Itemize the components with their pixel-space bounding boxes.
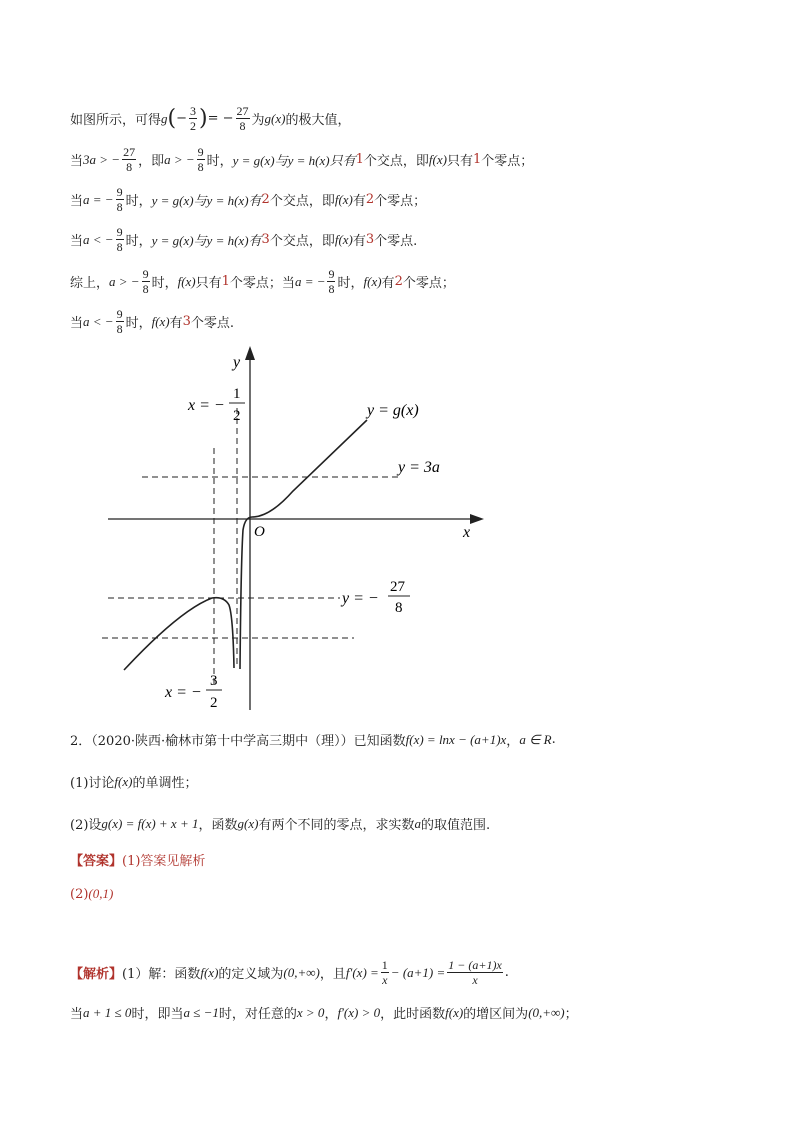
text: 个零点.: [190, 316, 235, 331]
origin-label: O: [254, 524, 265, 540]
fraction: [122, 145, 136, 174]
text: 时，: [125, 194, 152, 209]
fraction: [327, 267, 335, 296]
solution-line-4: [70, 225, 417, 254]
frac-den: 8: [328, 282, 335, 296]
math-fx: f(x): [334, 231, 353, 247]
math: − (a+1) =: [390, 964, 446, 980]
math: a ≤ −1: [183, 1004, 219, 1020]
text: 有: [352, 194, 366, 209]
line-27-den: 8: [395, 600, 403, 616]
fraction: [236, 104, 250, 133]
fraction: [197, 145, 205, 174]
math-eq: = −: [207, 111, 234, 126]
text: ，即: [138, 154, 165, 169]
vert-32-den: 2: [210, 695, 218, 711]
text: 的取值范围.: [420, 818, 491, 833]
math: f′(x) > 0: [337, 1004, 381, 1020]
math: a = −: [294, 273, 326, 289]
analysis-tag: 【解析】: [70, 967, 123, 982]
text: 的单调性；: [132, 776, 198, 791]
text: (1）解：函数: [122, 967, 201, 982]
frac-num: 9: [142, 267, 149, 281]
text: ；: [564, 1007, 578, 1022]
text: 如图所示，可得: [70, 113, 162, 128]
y-axis-arrow: [245, 346, 255, 360]
math: a = −: [83, 191, 114, 207]
text: 个零点.: [374, 234, 418, 249]
math-neg: −: [176, 111, 188, 126]
answer-line-1: [70, 850, 205, 869]
text: 时，: [337, 276, 364, 291]
frac-den: 2: [190, 119, 197, 133]
text: (2)设: [70, 818, 102, 833]
y-axis-label: y: [233, 354, 241, 371]
math-fx: f(x): [445, 1004, 464, 1020]
frac-den: 8: [116, 322, 123, 336]
text: 综上，: [70, 276, 110, 291]
text: 有两个不同的零点，求实数: [258, 818, 415, 833]
math: a + 1 ≤ 0: [83, 1004, 132, 1020]
frac-num: 27: [236, 104, 249, 118]
text: 当: [70, 234, 84, 249]
vert-32-label-prefix: x = −: [165, 684, 202, 701]
analysis-line-1: [70, 958, 509, 987]
frac-num: 3: [190, 104, 197, 118]
text: 有: [381, 276, 395, 291]
frac-den: x: [382, 973, 388, 987]
math-fx: f(x): [200, 964, 219, 980]
fraction: [381, 958, 389, 987]
math: y = g(x)与y = h(x)只有: [232, 153, 356, 168]
text: 有: [352, 234, 366, 249]
count: 2: [261, 192, 270, 207]
text: 只有: [446, 154, 473, 169]
text: 个零点；: [402, 276, 455, 291]
solution-line-6: [70, 307, 234, 336]
math: y = g(x)与y = h(x)有: [151, 193, 262, 208]
frac-num: 9: [328, 267, 335, 281]
paren-close: ): [199, 106, 208, 131]
math: x > 0: [296, 1004, 325, 1020]
text: ，: [324, 1007, 338, 1022]
curve-right-branch: [240, 420, 367, 669]
frac-den: 8: [239, 119, 246, 133]
math: y = g(x)与y = h(x)有: [151, 233, 262, 248]
text: 个零点；: [374, 194, 427, 209]
math-gx: g(x): [264, 110, 286, 126]
math: g(x) = f(x) + x + 1: [101, 815, 199, 831]
solution-line-3: [70, 185, 426, 214]
text: 的极大值，: [285, 113, 351, 128]
vert-half-label-prefix: x = −: [188, 397, 225, 414]
frac-num: 9: [197, 145, 204, 159]
text: 为: [251, 113, 265, 128]
text: 当: [70, 316, 84, 331]
line-3a-label: y = 3a: [398, 459, 440, 476]
math-fx: f(x): [177, 273, 196, 289]
math-fx: f(x): [363, 273, 382, 289]
count: 1: [221, 274, 230, 289]
text: .: [551, 732, 556, 747]
text: 个零点；当: [229, 276, 295, 291]
solution-line-5: [70, 267, 455, 296]
text: 时，即当: [131, 1007, 184, 1022]
text: 时，对任意的: [218, 1007, 297, 1022]
math-domain: (0,+∞): [283, 964, 320, 980]
text: 个交点，即: [269, 194, 335, 209]
math: a < −: [83, 313, 114, 329]
fraction: [116, 185, 124, 214]
text: 时，: [125, 234, 152, 249]
frac-den: 8: [197, 160, 204, 174]
function-graph-figure: [0, 340, 794, 720]
problem-2-q2: [70, 814, 490, 833]
count: 2: [365, 192, 375, 207]
text: 的增区间为: [463, 1007, 529, 1022]
count: 1: [472, 152, 482, 167]
curve-left-branch: [124, 598, 234, 670]
frac-den: 8: [116, 200, 123, 214]
fraction: [447, 958, 503, 987]
text: (1)讨论: [70, 776, 115, 791]
frac-num: 1: [381, 958, 388, 972]
solution-line-2: [70, 145, 533, 174]
text: 时，: [125, 316, 152, 331]
text: .: [504, 965, 509, 980]
answer-part-2-value: (0,1): [88, 886, 114, 901]
math: a > −: [109, 273, 140, 289]
math-fx: f(x): [428, 151, 447, 167]
problem-function: f(x) = lnx − (a+1)x: [405, 731, 507, 747]
fraction: [189, 104, 197, 133]
text: 当: [70, 1007, 84, 1022]
vert-32-num: 3: [210, 673, 218, 689]
math-gx: g(x): [237, 815, 259, 831]
analysis-line-2: [70, 1003, 578, 1022]
frac-den: 8: [126, 160, 133, 174]
math-interval: (0,+∞): [528, 1004, 565, 1020]
math-fx: f(x): [334, 191, 353, 207]
frac-den: x: [472, 973, 478, 987]
line-27-num: 27: [390, 579, 405, 595]
text: ，且: [319, 967, 346, 982]
math: 3a > −: [83, 151, 121, 167]
frac-den: 8: [116, 240, 123, 254]
curve-label: y = g(x): [367, 402, 419, 419]
count: 3: [261, 232, 270, 247]
text: 只有: [195, 276, 222, 291]
math-derivative: f′(x) =: [345, 964, 379, 980]
fraction: [142, 267, 150, 296]
fraction: [116, 225, 124, 254]
x-axis-label: x: [463, 524, 471, 541]
math-fx: f(x): [151, 313, 170, 329]
text: 当: [70, 154, 84, 169]
count: 2: [394, 274, 403, 289]
vert-half-den: 2: [233, 408, 241, 424]
math: a < −: [83, 231, 114, 247]
answer-tag: 【答案】: [70, 854, 123, 869]
answer-part-1: (1)答案见解析: [122, 854, 206, 869]
answer-part-2-label: (2): [70, 886, 89, 902]
paren-open: (: [167, 106, 177, 131]
text: ，此时函数: [380, 1007, 446, 1022]
text: 有: [169, 316, 183, 331]
vert-half-num: 1: [233, 386, 241, 402]
math-g: g: [161, 110, 168, 126]
text: 时，: [206, 154, 233, 169]
text: 个零点；: [481, 154, 534, 169]
x-axis-arrow: [470, 514, 484, 524]
count: 1: [355, 152, 364, 167]
math-a: a: [414, 815, 421, 831]
text: ，: [506, 734, 520, 749]
problem-2-q1: [70, 772, 197, 791]
math-fx: f(x): [114, 773, 133, 789]
frac-num: 27: [123, 145, 136, 159]
line-27-label-prefix: y = −: [342, 590, 379, 607]
problem-2-stem: [70, 730, 556, 749]
math: a ∈ R: [519, 731, 552, 747]
frac-num: 9: [116, 307, 123, 321]
text: 个交点，即: [363, 154, 429, 169]
frac-num: 1 − (a+1)x: [448, 958, 502, 972]
math: a > −: [164, 151, 195, 167]
text: 个交点，即: [269, 234, 335, 249]
problem-stem-text: 2．（2020·陕西·榆林市第十中学高三期中（理））已知函数: [70, 734, 406, 749]
count: 3: [365, 232, 375, 247]
fraction: [116, 307, 124, 336]
text: 当: [70, 194, 84, 209]
answer-line-2: [70, 886, 113, 902]
count: 3: [182, 314, 191, 329]
text: ，函数: [198, 818, 238, 833]
frac-den: 8: [142, 282, 149, 296]
text: 时，: [151, 276, 178, 291]
solution-line-1: [70, 104, 351, 133]
frac-num: 9: [116, 185, 123, 199]
frac-num: 9: [116, 225, 123, 239]
text: 的定义域为: [218, 967, 284, 982]
